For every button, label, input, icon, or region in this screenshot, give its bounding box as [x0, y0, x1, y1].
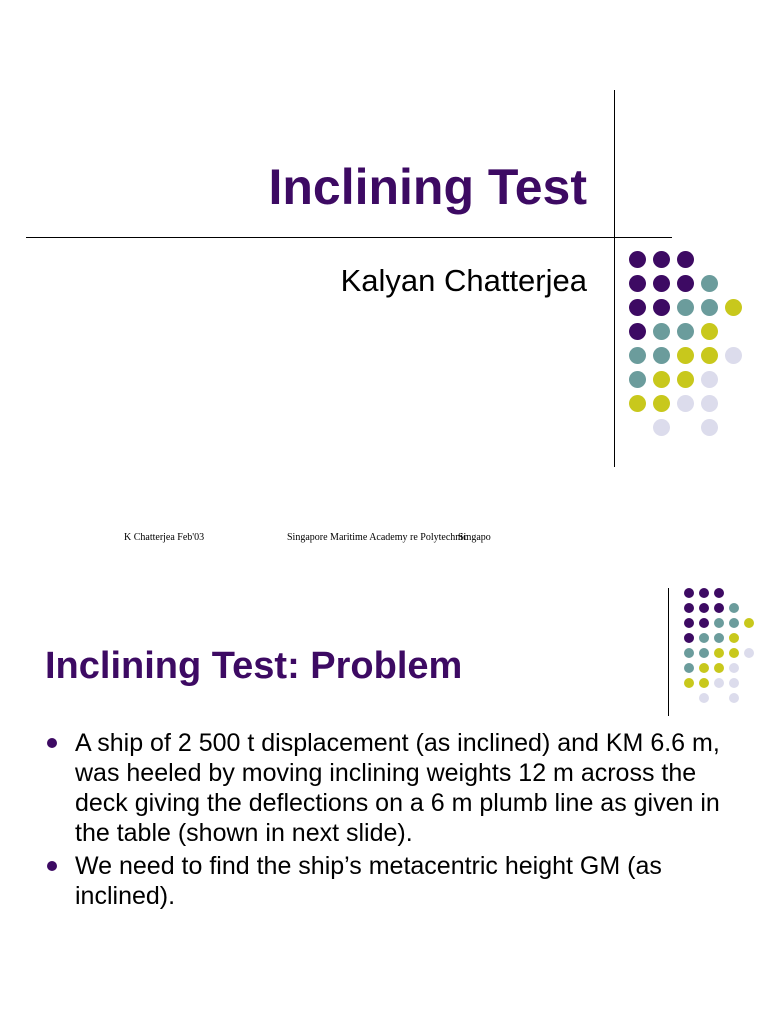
footer-institution-fragment: Singapo: [458, 532, 491, 543]
decorative-dot: [714, 678, 724, 688]
decorative-dot: [653, 251, 670, 268]
decorative-dot: [677, 275, 694, 292]
decorative-dot: [629, 323, 646, 340]
decorative-dot: [653, 371, 670, 388]
vertical-divider: [614, 90, 615, 467]
decorative-dot: [701, 395, 718, 412]
decorative-dot: [684, 633, 694, 643]
decorative-dot: [729, 633, 739, 643]
decorative-dot: [629, 395, 646, 412]
decorative-dot: [629, 275, 646, 292]
bullet-item: [45, 728, 745, 848]
decorative-dot: [699, 603, 709, 613]
decorative-dot: [699, 678, 709, 688]
decorative-dot: [701, 299, 718, 316]
bullet-list: [45, 728, 745, 914]
decorative-dot: [725, 347, 742, 364]
decorative-dot: [653, 323, 670, 340]
decorative-dot: [653, 275, 670, 292]
decorative-dot: [729, 693, 739, 703]
decorative-dot: [699, 633, 709, 643]
decorative-dot: [684, 678, 694, 688]
bullet-icon: [47, 861, 57, 871]
decorative-dot: [653, 395, 670, 412]
decorative-dot: [629, 251, 646, 268]
footer-institution: Singapore Maritime Academy re Polytechnic: [287, 532, 468, 543]
decorative-dot: [653, 419, 670, 436]
decorative-dot: [699, 663, 709, 673]
decorative-dot: [714, 603, 724, 613]
vertical-divider: [668, 588, 669, 716]
decorative-dot: [729, 618, 739, 628]
bullet-text: A ship of 2 500 t displacement (as inclined) and KM 6.6 m, was heeled by moving inclining weights 12 m across the deck giving the deflections on a 6 m plumb line as given in the table (shown in next slide).: [75, 729, 720, 847]
slide-title: Inclining Test: [268, 159, 587, 215]
decorative-dot: [684, 663, 694, 673]
decorative-dot: [684, 588, 694, 598]
decorative-dot: [701, 371, 718, 388]
decorative-dot: [699, 618, 709, 628]
decorative-dot: [701, 419, 718, 436]
decorative-dot: [684, 603, 694, 613]
decorative-dot: [677, 371, 694, 388]
decorative-dot: [629, 371, 646, 388]
decorative-dot: [677, 347, 694, 364]
decorative-dot: [714, 633, 724, 643]
decorative-dot: [677, 395, 694, 412]
decorative-dot: [744, 648, 754, 658]
decorative-dot: [714, 588, 724, 598]
decorative-dot: [729, 663, 739, 673]
footer-author-date: K Chatterjea Feb'03: [124, 532, 205, 543]
decorative-dot: [714, 648, 724, 658]
decorative-dot: [699, 693, 709, 703]
decorative-dot: [729, 648, 739, 658]
decorative-dot: [714, 618, 724, 628]
decorative-dot: [677, 299, 694, 316]
decorative-dot: [714, 663, 724, 673]
decorative-dot: [729, 678, 739, 688]
bullet-icon: [47, 738, 57, 748]
decorative-dot: [699, 588, 709, 598]
decorative-dot: [725, 299, 742, 316]
decorative-dot: [701, 275, 718, 292]
decorative-dot: [677, 251, 694, 268]
decorative-dot: [677, 323, 694, 340]
bullet-text: We need to find the ship’s metacentric height GM (as inclined).: [75, 852, 662, 910]
decorative-dot: [653, 347, 670, 364]
decorative-dot: [684, 618, 694, 628]
decorative-dot: [729, 603, 739, 613]
bullet-item: [45, 851, 745, 911]
slide-title: Inclining Test: Problem: [45, 645, 463, 687]
decorative-dot: [629, 347, 646, 364]
horizontal-divider: [26, 237, 672, 238]
decorative-dot: [699, 648, 709, 658]
slide-subtitle: Kalyan Chatterjea: [340, 263, 587, 298]
decorative-dot: [629, 299, 646, 316]
decorative-dot: [684, 648, 694, 658]
decorative-dot: [701, 323, 718, 340]
decorative-dot: [744, 618, 754, 628]
decorative-dot: [653, 299, 670, 316]
decorative-dot: [701, 347, 718, 364]
